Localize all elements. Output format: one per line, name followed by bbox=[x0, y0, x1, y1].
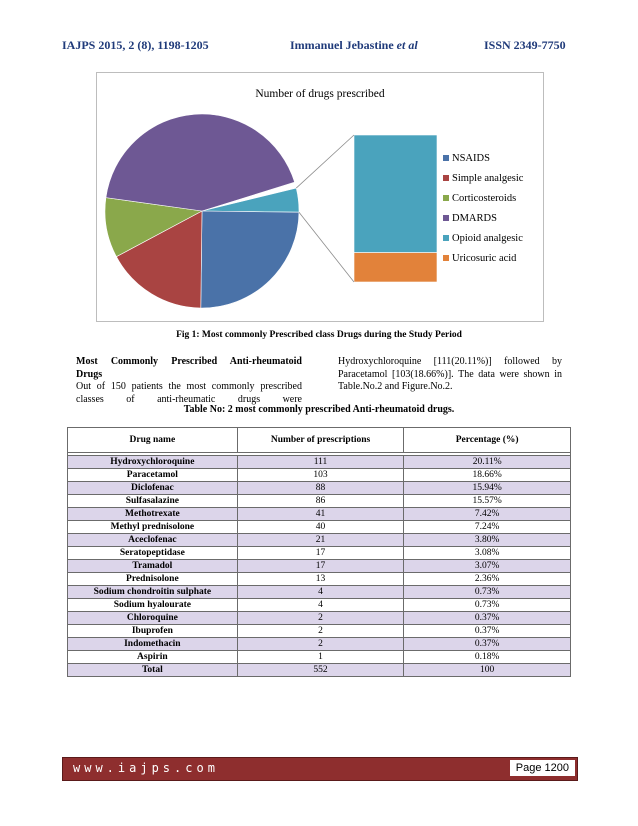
table-row bbox=[68, 521, 571, 534]
cell-percentage: 0.73% bbox=[404, 586, 571, 599]
legend-swatch bbox=[443, 235, 449, 241]
cell-prescriptions: 17 bbox=[237, 560, 404, 573]
table-row bbox=[68, 612, 571, 625]
left-paragraph-line1: Out of 150 patients the most commonly prescribed bbox=[76, 381, 302, 392]
connector-line-bottom bbox=[299, 212, 354, 282]
cell-prescriptions: 17 bbox=[237, 547, 404, 560]
page-header bbox=[0, 38, 638, 54]
cell-prescriptions: 4 bbox=[237, 599, 404, 612]
cell-prescriptions: 1 bbox=[237, 651, 404, 664]
cell-percentage: 3.08% bbox=[404, 547, 571, 560]
cell-drug-name: Tramadol bbox=[68, 560, 238, 573]
bar-segment-opioid-analgesic bbox=[354, 135, 437, 253]
cell-percentage: 20.11% bbox=[404, 456, 571, 469]
cell-percentage: 3.80% bbox=[404, 534, 571, 547]
table-row bbox=[68, 599, 571, 612]
cell-percentage: 0.37% bbox=[404, 638, 571, 651]
author-name: Immanuel Jebastine bbox=[290, 38, 394, 52]
table-row bbox=[68, 534, 571, 547]
pie-chart-frame bbox=[96, 72, 544, 322]
cell-drug-name: Indomethacin bbox=[68, 638, 238, 651]
col-header-drug-name: Drug name bbox=[68, 428, 238, 453]
cell-percentage: 7.24% bbox=[404, 521, 571, 534]
legend-swatch bbox=[443, 215, 449, 221]
cell-prescriptions: 552 bbox=[237, 664, 404, 677]
body-left-column bbox=[76, 356, 302, 406]
footer-website: www.iajps.com bbox=[73, 761, 219, 775]
section-subheading-line1: Most Commonly Prescribed Anti-rheumatoid bbox=[76, 356, 302, 367]
cell-drug-name: Paracetamol bbox=[68, 469, 238, 482]
cell-drug-name: Total bbox=[68, 664, 238, 677]
table-body bbox=[68, 456, 571, 677]
cell-percentage: 2.36% bbox=[404, 573, 571, 586]
cell-drug-name: Prednisolone bbox=[68, 573, 238, 586]
col-header-percentage: Percentage (%) bbox=[404, 428, 571, 453]
drugs-table bbox=[67, 427, 571, 677]
cell-prescriptions: 88 bbox=[237, 482, 404, 495]
cell-drug-name: Diclofenac bbox=[68, 482, 238, 495]
table-row bbox=[68, 638, 571, 651]
cell-prescriptions: 21 bbox=[237, 534, 404, 547]
cell-prescriptions: 2 bbox=[237, 612, 404, 625]
legend-label: Uricosuric acid bbox=[452, 253, 517, 264]
legend-label: Opioid analgesic bbox=[452, 233, 523, 244]
author-line bbox=[290, 38, 418, 53]
legend-swatch bbox=[443, 175, 449, 181]
author-suffix: et al bbox=[396, 38, 418, 52]
cell-drug-name: Sodium chondroitin sulphate bbox=[68, 586, 238, 599]
legend-swatch bbox=[443, 255, 449, 261]
col-header-prescriptions: Number of prescriptions bbox=[237, 428, 404, 453]
cell-percentage: 0.73% bbox=[404, 599, 571, 612]
cell-drug-name: Aspirin bbox=[68, 651, 238, 664]
legend-label: DMARDS bbox=[452, 213, 497, 224]
bar-segment-uricosuric-acid bbox=[354, 253, 437, 282]
table-row bbox=[68, 651, 571, 664]
figure-caption: Fig 1: Most commonly Prescribed class Drugs during the Study Period bbox=[176, 330, 462, 340]
cell-percentage: 0.18% bbox=[404, 651, 571, 664]
cell-prescriptions: 40 bbox=[237, 521, 404, 534]
table-row bbox=[68, 664, 571, 677]
table-row bbox=[68, 586, 571, 599]
legend-swatch bbox=[443, 155, 449, 161]
cell-prescriptions: 86 bbox=[237, 495, 404, 508]
footer-page-number: Page 1200 bbox=[510, 760, 575, 776]
cell-prescriptions: 4 bbox=[237, 586, 404, 599]
cell-drug-name: Hydroxychloroquine bbox=[68, 456, 238, 469]
table-row bbox=[68, 625, 571, 638]
cell-drug-name: Sodium hyalourate bbox=[68, 599, 238, 612]
table-row bbox=[68, 469, 571, 482]
table-header-row bbox=[68, 428, 571, 453]
cell-percentage: 0.37% bbox=[404, 625, 571, 638]
left-paragraph-line2: classes of anti-rheumatic drugs were bbox=[76, 393, 302, 405]
table-row bbox=[68, 482, 571, 495]
cell-prescriptions: 41 bbox=[237, 508, 404, 521]
cell-percentage: 3.07% bbox=[404, 560, 571, 573]
cell-drug-name: Methyl prednisolone bbox=[68, 521, 238, 534]
issn: ISSN 2349-7750 bbox=[484, 38, 566, 52]
table-caption: Table No: 2 most commonly prescribed Anti-rheumatoid drugs. bbox=[183, 404, 455, 415]
cell-drug-name: Sulfasalazine bbox=[68, 495, 238, 508]
table-row bbox=[68, 495, 571, 508]
legend-label: NSAIDS bbox=[452, 153, 490, 164]
pie-chart bbox=[97, 73, 543, 321]
cell-prescriptions: 2 bbox=[237, 625, 404, 638]
cell-percentage: 15.94% bbox=[404, 482, 571, 495]
table-row bbox=[68, 547, 571, 560]
table-row bbox=[68, 456, 571, 469]
cell-drug-name: Ibuprofen bbox=[68, 625, 238, 638]
table-row bbox=[68, 508, 571, 521]
cell-percentage: 7.42% bbox=[404, 508, 571, 521]
pie-slice-nsaids bbox=[201, 211, 299, 308]
connector-line-top bbox=[296, 135, 354, 188]
cell-percentage: 0.37% bbox=[404, 612, 571, 625]
section-subheading-line2: Drugs bbox=[76, 368, 103, 380]
cell-prescriptions: 103 bbox=[237, 469, 404, 482]
cell-drug-name: Chloroquine bbox=[68, 612, 238, 625]
cell-drug-name: Seratopeptidase bbox=[68, 547, 238, 560]
table-row bbox=[68, 560, 571, 573]
chart-title: Number of drugs prescribed bbox=[255, 88, 385, 100]
body-right-column: Hydroxychloroquine [111(20.11%)] followed by Paracetamol [103(18.66%)]. The data were shown in Table.No.2 and Figure.No.2. bbox=[338, 356, 562, 392]
cell-drug-name: Methotrexate bbox=[68, 508, 238, 521]
cell-drug-name: Aceclofenac bbox=[68, 534, 238, 547]
legend-label: Simple analgesic bbox=[452, 173, 524, 184]
cell-prescriptions: 13 bbox=[237, 573, 404, 586]
table-row bbox=[68, 573, 571, 586]
page-footer bbox=[62, 757, 578, 781]
journal-citation: IAJPS 2015, 2 (8), 1198-1205 bbox=[62, 38, 209, 52]
legend-swatch bbox=[443, 195, 449, 201]
cell-percentage: 100 bbox=[404, 664, 571, 677]
cell-percentage: 15.57% bbox=[404, 495, 571, 508]
cell-prescriptions: 2 bbox=[237, 638, 404, 651]
legend-label: Corticosteroids bbox=[452, 193, 517, 204]
cell-prescriptions: 111 bbox=[237, 456, 404, 469]
cell-percentage: 18.66% bbox=[404, 469, 571, 482]
